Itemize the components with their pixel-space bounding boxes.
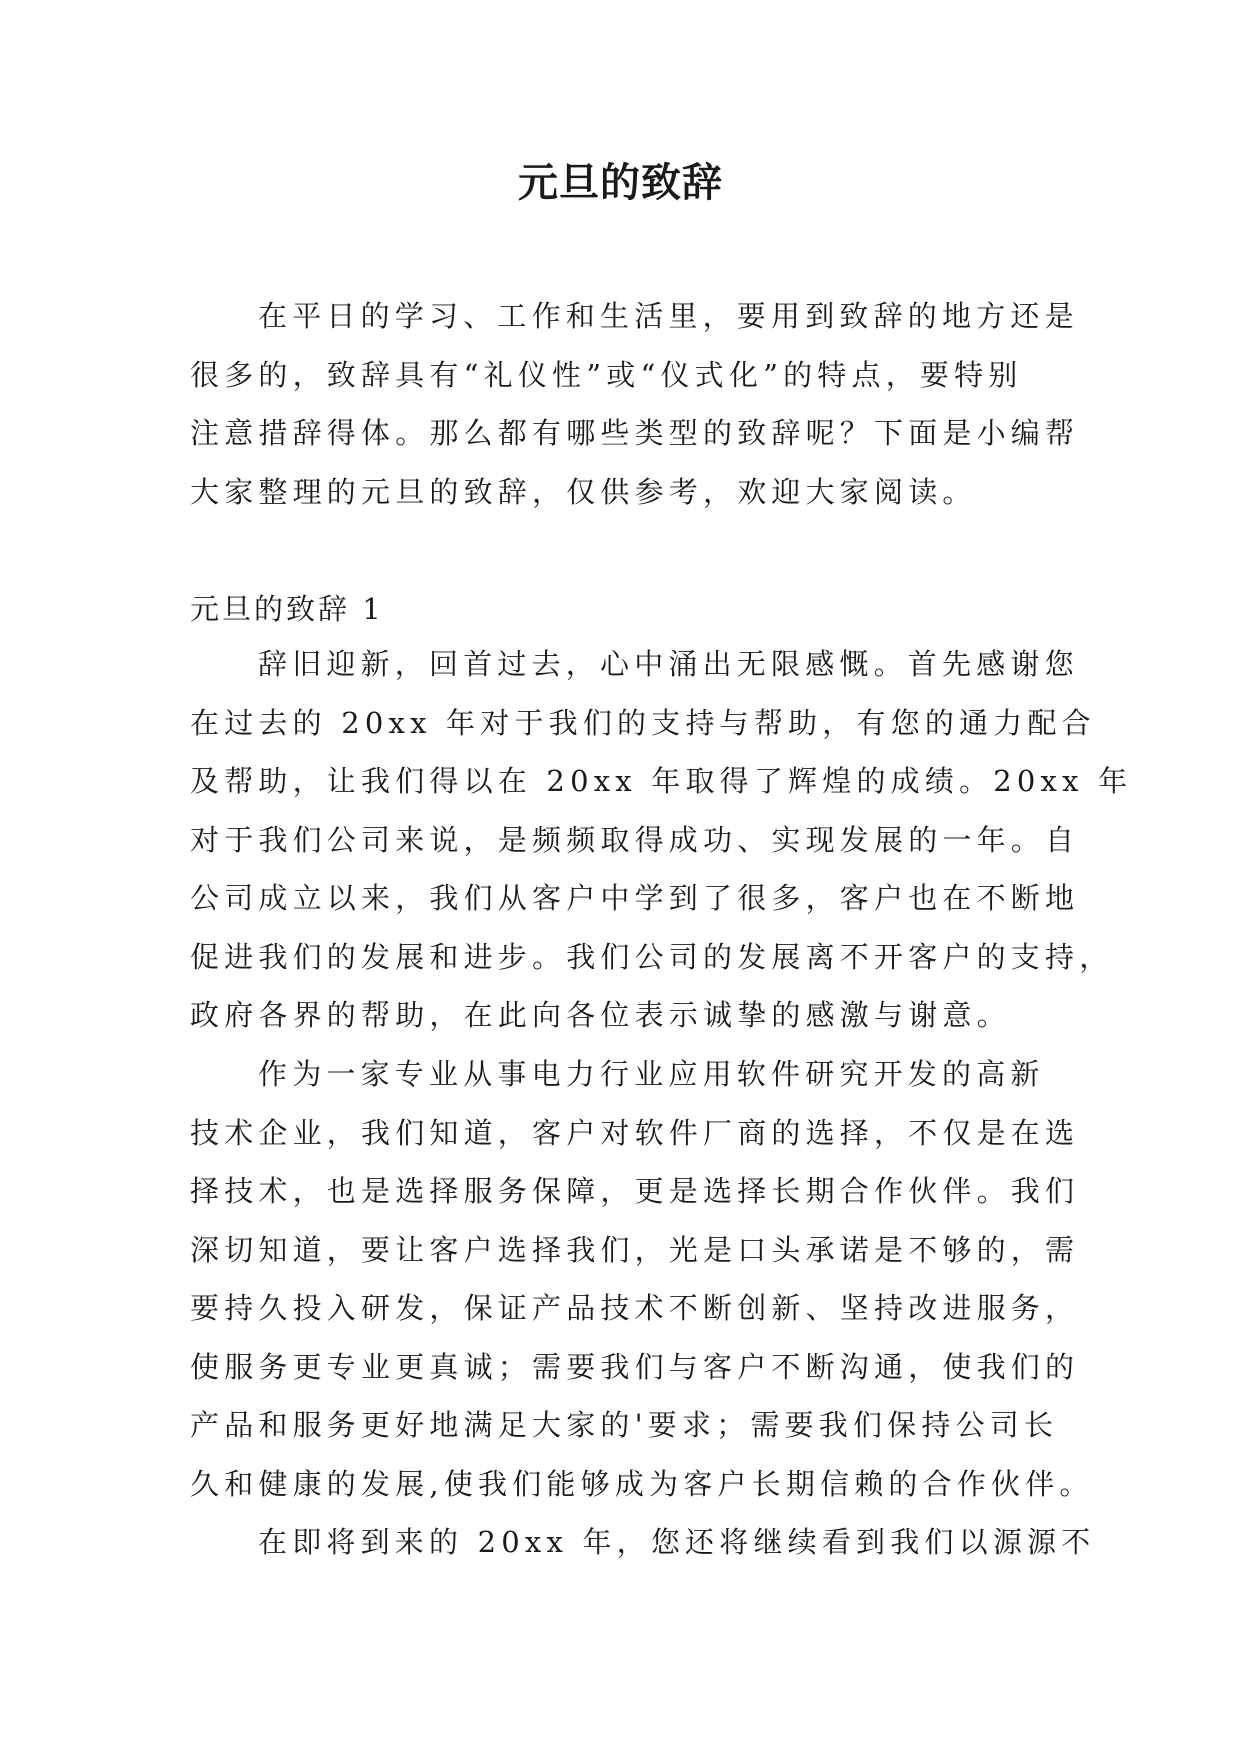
paragraph-line: 在即将到来的 20xx 年，您还将继续看到我们以源源不 — [258, 1525, 1096, 1559]
body-paragraph-2 — [190, 1045, 1094, 1513]
document-title: 元旦的致辞 — [518, 159, 723, 206]
paragraph-line: 产品和服务更好地满足大家的'要求；需要我们保持公司长 — [190, 1408, 1059, 1442]
paragraph-line: 使服务更专业更真诚；需要我们与客户不断沟通，使我们的 — [190, 1349, 1080, 1384]
paragraph-line: 久和健康的发展,使我们能够成为客户长期信赖的合作伙伴。 — [190, 1466, 1094, 1501]
body-paragraph-3 — [190, 1513, 1096, 1572]
intro-paragraph — [190, 287, 1080, 521]
paragraph-line: 公司成立以来，我们从客户中学到了很多，客户也在不断地 — [190, 881, 1080, 915]
body-paragraph-1 — [190, 635, 1133, 1045]
paragraph-line: 政府各界的帮助，在此向各位表示诚挚的感激与谢意。 — [190, 998, 1011, 1032]
paragraph-line: 择技术，也是选择服务保障，更是选择长期合作伙伴。我们 — [190, 1174, 1080, 1208]
intro-line: 很多的，致辞具有“礼仪性”或“仪式化”的特点，要特别 — [190, 357, 1023, 392]
intro-line: 注意措辞得体。那么都有哪些类型的致辞呢？下面是小编帮 — [190, 416, 1080, 450]
paragraph-line: 深切知道，要让客户选择我们，光是口头承诺是不够的，需 — [190, 1232, 1080, 1267]
paragraph-line: 及帮助，让我们得以在 20xx 年取得了辉煌的成绩。20xx 年 — [190, 764, 1133, 798]
paragraph-line: 作为一家专业从事电力行业应用软件研究开发的高新 — [258, 1057, 1045, 1091]
paragraph-line: 促进我们的发展和进步。我们公司的发展离不开客户的支持， — [190, 939, 1114, 974]
section-heading: 元旦的致辞 1 — [190, 592, 384, 626]
paragraph-line: 技术企业，我们知道，客户对软件厂商的选择，不仅是在选 — [190, 1115, 1080, 1150]
intro-line: 大家整理的元旦的致辞，仅供参考，欢迎大家阅读。 — [190, 474, 977, 509]
paragraph-line: 辞旧迎新，回首过去，心中涌出无限感慨。首先感谢您 — [258, 647, 1079, 681]
paragraph-line: 要持久投入研发，保证产品技术不断创新、坚持改进服务， — [190, 1291, 1080, 1325]
intro-line: 在平日的学习、工作和生活里，要用到致辞的地方还是 — [258, 299, 1079, 333]
paragraph-line: 对于我们公司来说，是频频取得成功、实现发展的一年。自 — [190, 822, 1080, 857]
paragraph-line: 在过去的 20xx 年对于我们的支持与帮助，有您的通力配合 — [190, 705, 1096, 740]
